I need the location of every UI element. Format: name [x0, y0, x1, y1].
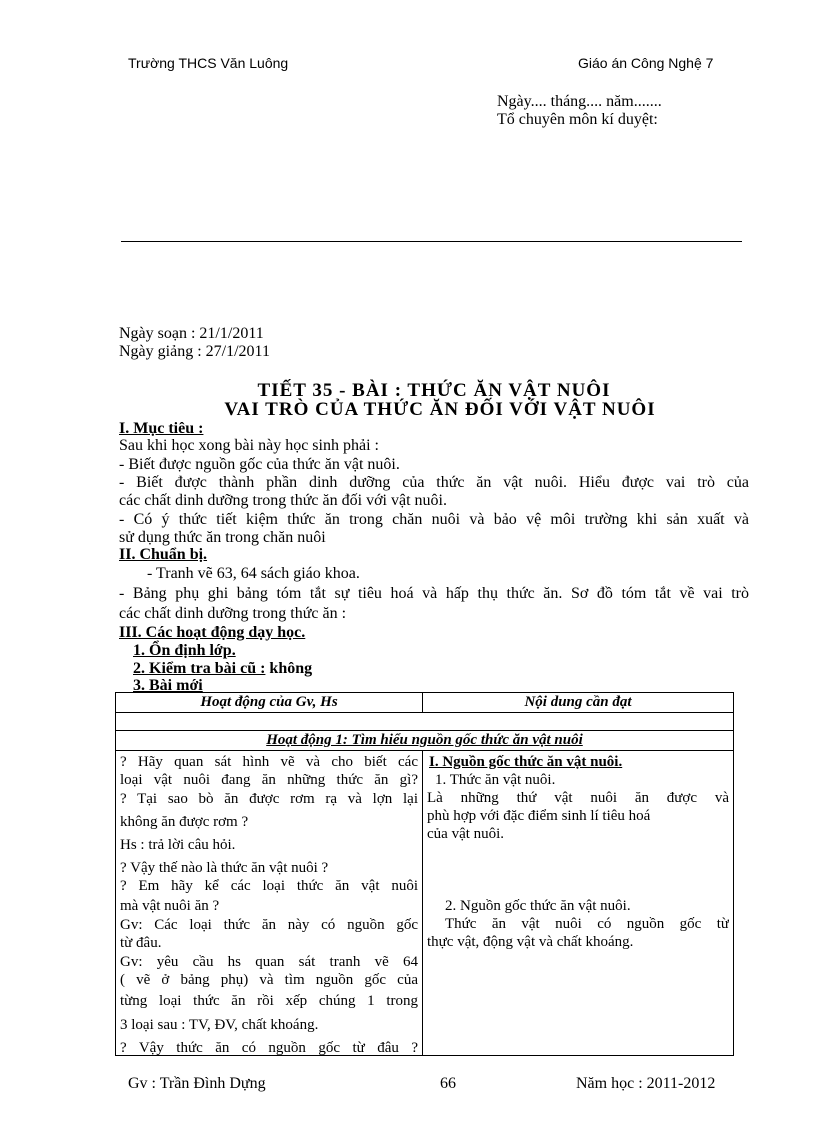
activity-line: mà vật nuôi ăn ?: [120, 898, 220, 914]
col-teacher-student-header: Hoạt động của Gv, Hs: [116, 693, 423, 713]
table-blank-row: [116, 713, 734, 731]
activity-1-title: Hoạt động 1: Tìm hiểu nguồn gốc thức ăn vật nuôi: [266, 732, 583, 748]
content-sub1-line: Là những thứ vật nuôi ăn được và: [427, 790, 729, 806]
preparation-line: - Bảng phụ ghi bảng tóm tắt sự tiêu hoá và hấp thụ thức ăn. Sơ đồ tóm tắt về vai trò: [119, 585, 749, 602]
activity-line: ? Tại sao bò ăn được rơm rạ và lợn lại: [120, 791, 418, 807]
activity-line: Hs : trả lời câu hỏi.: [120, 837, 236, 853]
footer-page-number: 66: [440, 1075, 456, 1092]
footer-school-year: Năm học : 2011-2012: [576, 1075, 716, 1092]
activity-line: Gv: Các loại thức ăn này có nguồn gốc: [120, 917, 418, 933]
blank-cell: [116, 713, 734, 731]
content-sub1-line: phù hợp với đặc điểm sinh lí tiêu hoá: [427, 808, 651, 824]
section-objectives-heading: I. Mục tiêu :: [119, 420, 204, 437]
activity-1-header: [116, 731, 734, 751]
activity-line: ? Vậy thế nào là thức ăn vật nuôi ?: [120, 860, 329, 876]
objective-line: - Biết được nguồn gốc của thức ăn vật nuôi.: [119, 456, 400, 473]
activity-line: ? Em hãy kể các loại thức ăn vật nuôi: [120, 878, 418, 894]
content-sub2: 2. Nguồn gốc thức ăn vật nuôi.: [445, 898, 631, 914]
activity-header-row: [116, 731, 734, 751]
lesson-title-line2: VAI TRÒ CỦA THỨC ĂN ĐỐI VỚI VẬT NUÔI: [224, 399, 656, 420]
section-activities-heading: III. Các hoạt động dạy học.: [119, 624, 306, 641]
objective-line: - Có ý thức tiết kiệm thức ăn trong chăn nuôi và bảo vệ môi trường khi sản xuất và: [119, 511, 749, 528]
lesson-table: [115, 692, 734, 1056]
table-header-row: [116, 693, 734, 713]
teacher-student-content: [120, 751, 418, 1055]
preparation-line: các chất dinh dưỡng trong thức ăn :: [119, 605, 347, 622]
preparation-line: - Tranh vẽ 63, 64 sách giáo khoa.: [147, 565, 360, 582]
activity-line: Gv: yêu cầu hs quan sát tranh vẽ 64: [120, 954, 418, 970]
activity-line: ? Vậy thức ăn có nguồn gốc từ đâu ?: [120, 1040, 418, 1055]
col-content-header: Nội dung cần đạt: [423, 693, 734, 713]
content-heading: I. Nguồn gốc thức ăn vật nuôi.: [429, 754, 623, 770]
objective-line: sử dụng thức ăn trong chăn nuôi: [119, 529, 326, 546]
objective-line: - Biết được thành phần dinh dưỡng của thức ăn vật nuôi. Hiểu được vai trò của: [119, 474, 749, 491]
school-name: Trường THCS Văn Luông: [128, 55, 289, 71]
section-preparation-heading: II. Chuẩn bị.: [119, 546, 208, 563]
content-sub1-line: của vật nuôi.: [427, 826, 505, 842]
signature-divider: [121, 241, 742, 242]
activity-line: loại vật nuôi đang ăn những thức ăn gì?: [120, 772, 418, 788]
activity-line: từ đâu.: [120, 935, 162, 951]
content-cell: [423, 751, 734, 1056]
approval-date: Ngày.... tháng.... năm.......: [497, 93, 662, 110]
subsection-review-label: 2. Kiểm tra bài cũ :: [133, 660, 266, 677]
activity-line: không ăn được rơm ?: [120, 814, 249, 830]
objective-line: Sau khi học xong bài này học sinh phải :: [119, 437, 379, 454]
teacher-student-cell: [116, 751, 423, 1056]
content-sub1: 1. Thức ăn vật nuôi.: [435, 772, 556, 788]
subsection-review-value: không: [269, 660, 313, 677]
footer-teacher: Gv : Trần Đình Dựng: [128, 1075, 266, 1092]
subject-name: Giáo án Công Nghệ 7: [578, 55, 714, 71]
activity-line: 3 loại sau : TV, ĐV, chất khoáng.: [120, 1017, 319, 1033]
approval-signer: Tổ chuyên môn kí duyệt:: [497, 111, 658, 128]
activity-line: từng loại thức ăn rồi xếp chúng 1 trong: [120, 993, 418, 1009]
date-prepared: Ngày soạn : 21/1/2011: [119, 325, 264, 342]
subsection-class-order: 1. Ổn định lớp.: [133, 642, 236, 659]
objective-line: các chất dinh dưỡng trong thức ăn đối với vật nuôi.: [119, 492, 447, 509]
lesson-title-line1: TIẾT 35 - BÀI : THỨC ĂN VẬT NUÔI: [257, 380, 611, 401]
activity-line: ? Hãy quan sát hình vẽ và cho biết các: [120, 754, 418, 770]
content-sub2-line: Thức ăn vật nuôi có nguồn gốc từ: [445, 916, 729, 932]
content-cell-body: [427, 751, 729, 1055]
subsection-review: [133, 660, 312, 678]
activity-content-row: [116, 751, 734, 1056]
subsection-new-lesson: 3. Bài mới: [133, 677, 203, 694]
date-taught: Ngày giảng : 27/1/2011: [119, 343, 270, 360]
activity-line: ( vẽ ở bảng phụ) và tìm nguồn gốc của: [120, 972, 418, 988]
content-sub2-line: thực vật, động vật và chất khoáng.: [427, 934, 634, 950]
